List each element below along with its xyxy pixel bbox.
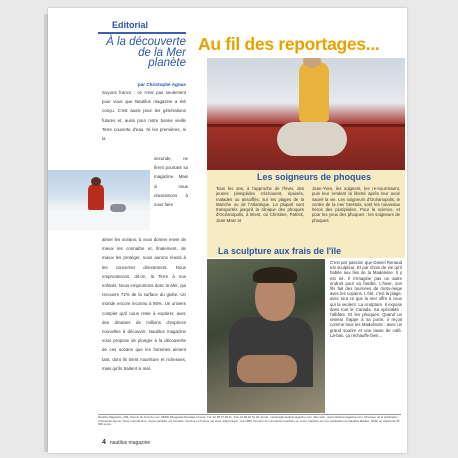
seal-story-heading: Les soigneurs de phoques: [257, 172, 372, 182]
explorer-head: [91, 177, 101, 186]
sculptor-hair: [253, 267, 297, 283]
snow-ground: [48, 210, 150, 230]
rescuer-figure: [299, 62, 329, 122]
seal-story-text-right: Jean-Yves, les soignent, les re-nourrissent, puis leur rendent la liberté après leur avoir sauvé la vie. Les soigneurs d'Océanopolis, le centre de la mer brestois, sont les nouveaux héros des pinnipèdes. Pour la science, et pour les yeux des phoques : les soigneurs de phoques.: [312, 186, 400, 223]
imprint-text: Nautilus Magazine, 209, chemin du bord de mer, 29000 Plougastel-Daoulas, France. Tél. 02 98 37 28 11 ; Fax 02 98 40 51 20. Email : nautilus@nautilusmagazine.com. Site web : www.nautilusmagazine.com. Directeur de la publication : Christophe Agnus. Toute reproduction, même partielle, est interdite. Imprimé en France par Aviel. Dépôt légal : mai 2000. Numéro de commission paritaire en cours. Nautilus est une publication de Nautilus Médias, SARL au capital de 50 000 euros.: [98, 415, 400, 427]
reportages-title: Au fil des reportages...: [198, 34, 380, 54]
rubric-rule: [98, 32, 186, 34]
folio: [102, 439, 150, 446]
seal-rescue-photo: [207, 58, 405, 170]
explorer-figure: [88, 184, 104, 210]
page-number: 4: [102, 439, 106, 446]
seal-story-text-left: Tous les ans, à l'approche de l'hiver, des jeunes pinnipèdes s'échouent, épuisés, malades ou assoiffés, sur les plages de la Manche ou de l'Atlantique. La plupart sont transportés jusqu'à la clinique des phoques d'Océanopolis, à Brest, où Christine, Patrick, Jean-Marc et: [216, 186, 304, 223]
sculpture-heading: La sculpture aux frais de l'île: [218, 246, 342, 256]
editorial-byline: par Christophe Agnus: [137, 82, 186, 87]
editorial-rubric: Editorial: [112, 20, 149, 30]
seal-figure: [277, 122, 347, 156]
polar-explorer-photo: [48, 170, 150, 230]
sculpture-text: C'est par passion que Daniel Renaud est sculpteur. Et par choix de vie qu'il habite aux îles de la Madeleine. Il y est né. Il n'imagine pas un autre endroit pour sa famille. L'hiver, son fils fait des tournées de moto-neige avec les copains. L'été, c'est la plage, avec tout ce que la mer offre à ceux qui la veulent. La sculpture. Il expose dans tout le Canada. Sa spécialité : l'albâtre. Et les phoques. Quand un visiteur frappe à sa porte, il reçoit comme tous les Madelinots : avec un grand sourire et une tasse de café. Là-bas, ça réchauffe bien...: [330, 260, 402, 338]
editorial-text-1: Soyons francs : ce n'est pas seulement pour vous que Nautilus magazine a été conçu. C'est aussi pour les générations futures et, aussi pour notre bonne vieille Terre couverte d'eau. Ni les premières, ni la: [102, 90, 186, 142]
sled-dog: [110, 204, 126, 212]
editorial-text-2: seconde, ne firent pourtant sa magazine. Mais si nous réussissons à vous faire: [154, 156, 188, 208]
magazine-page: [48, 8, 407, 453]
editorial-text-3: aimer les océans, à vous donner envie de mieux les connaître et, finalement, de mieux les protéger, nous aurons réussi à les concerner directement. Nous emprunterons, dit-on, la Terre à nos enfants. Nous empruntons donc la Mer, qui recouvre 72% de la surface du globe. Un monde encore inconnu à 95%. Un univers complet qu'il nous reste à explorer, avec des dizaines de millions d'espèces nouvelles à découvrir. Nautilus magazine vous propose de plonger à la découverte de ces océans que les hommes aiment tant, dont ils tirent nourriture et richesses, mais qu'ils traitent si mal.: [102, 237, 186, 371]
magazine-name: nautilus magazine: [109, 440, 151, 446]
sculptor-hands: [237, 355, 297, 383]
sculptor-photo: [207, 259, 325, 413]
editorial-column: [48, 8, 190, 453]
editorial-headline: À la découverte de la Mer planète: [106, 36, 186, 69]
